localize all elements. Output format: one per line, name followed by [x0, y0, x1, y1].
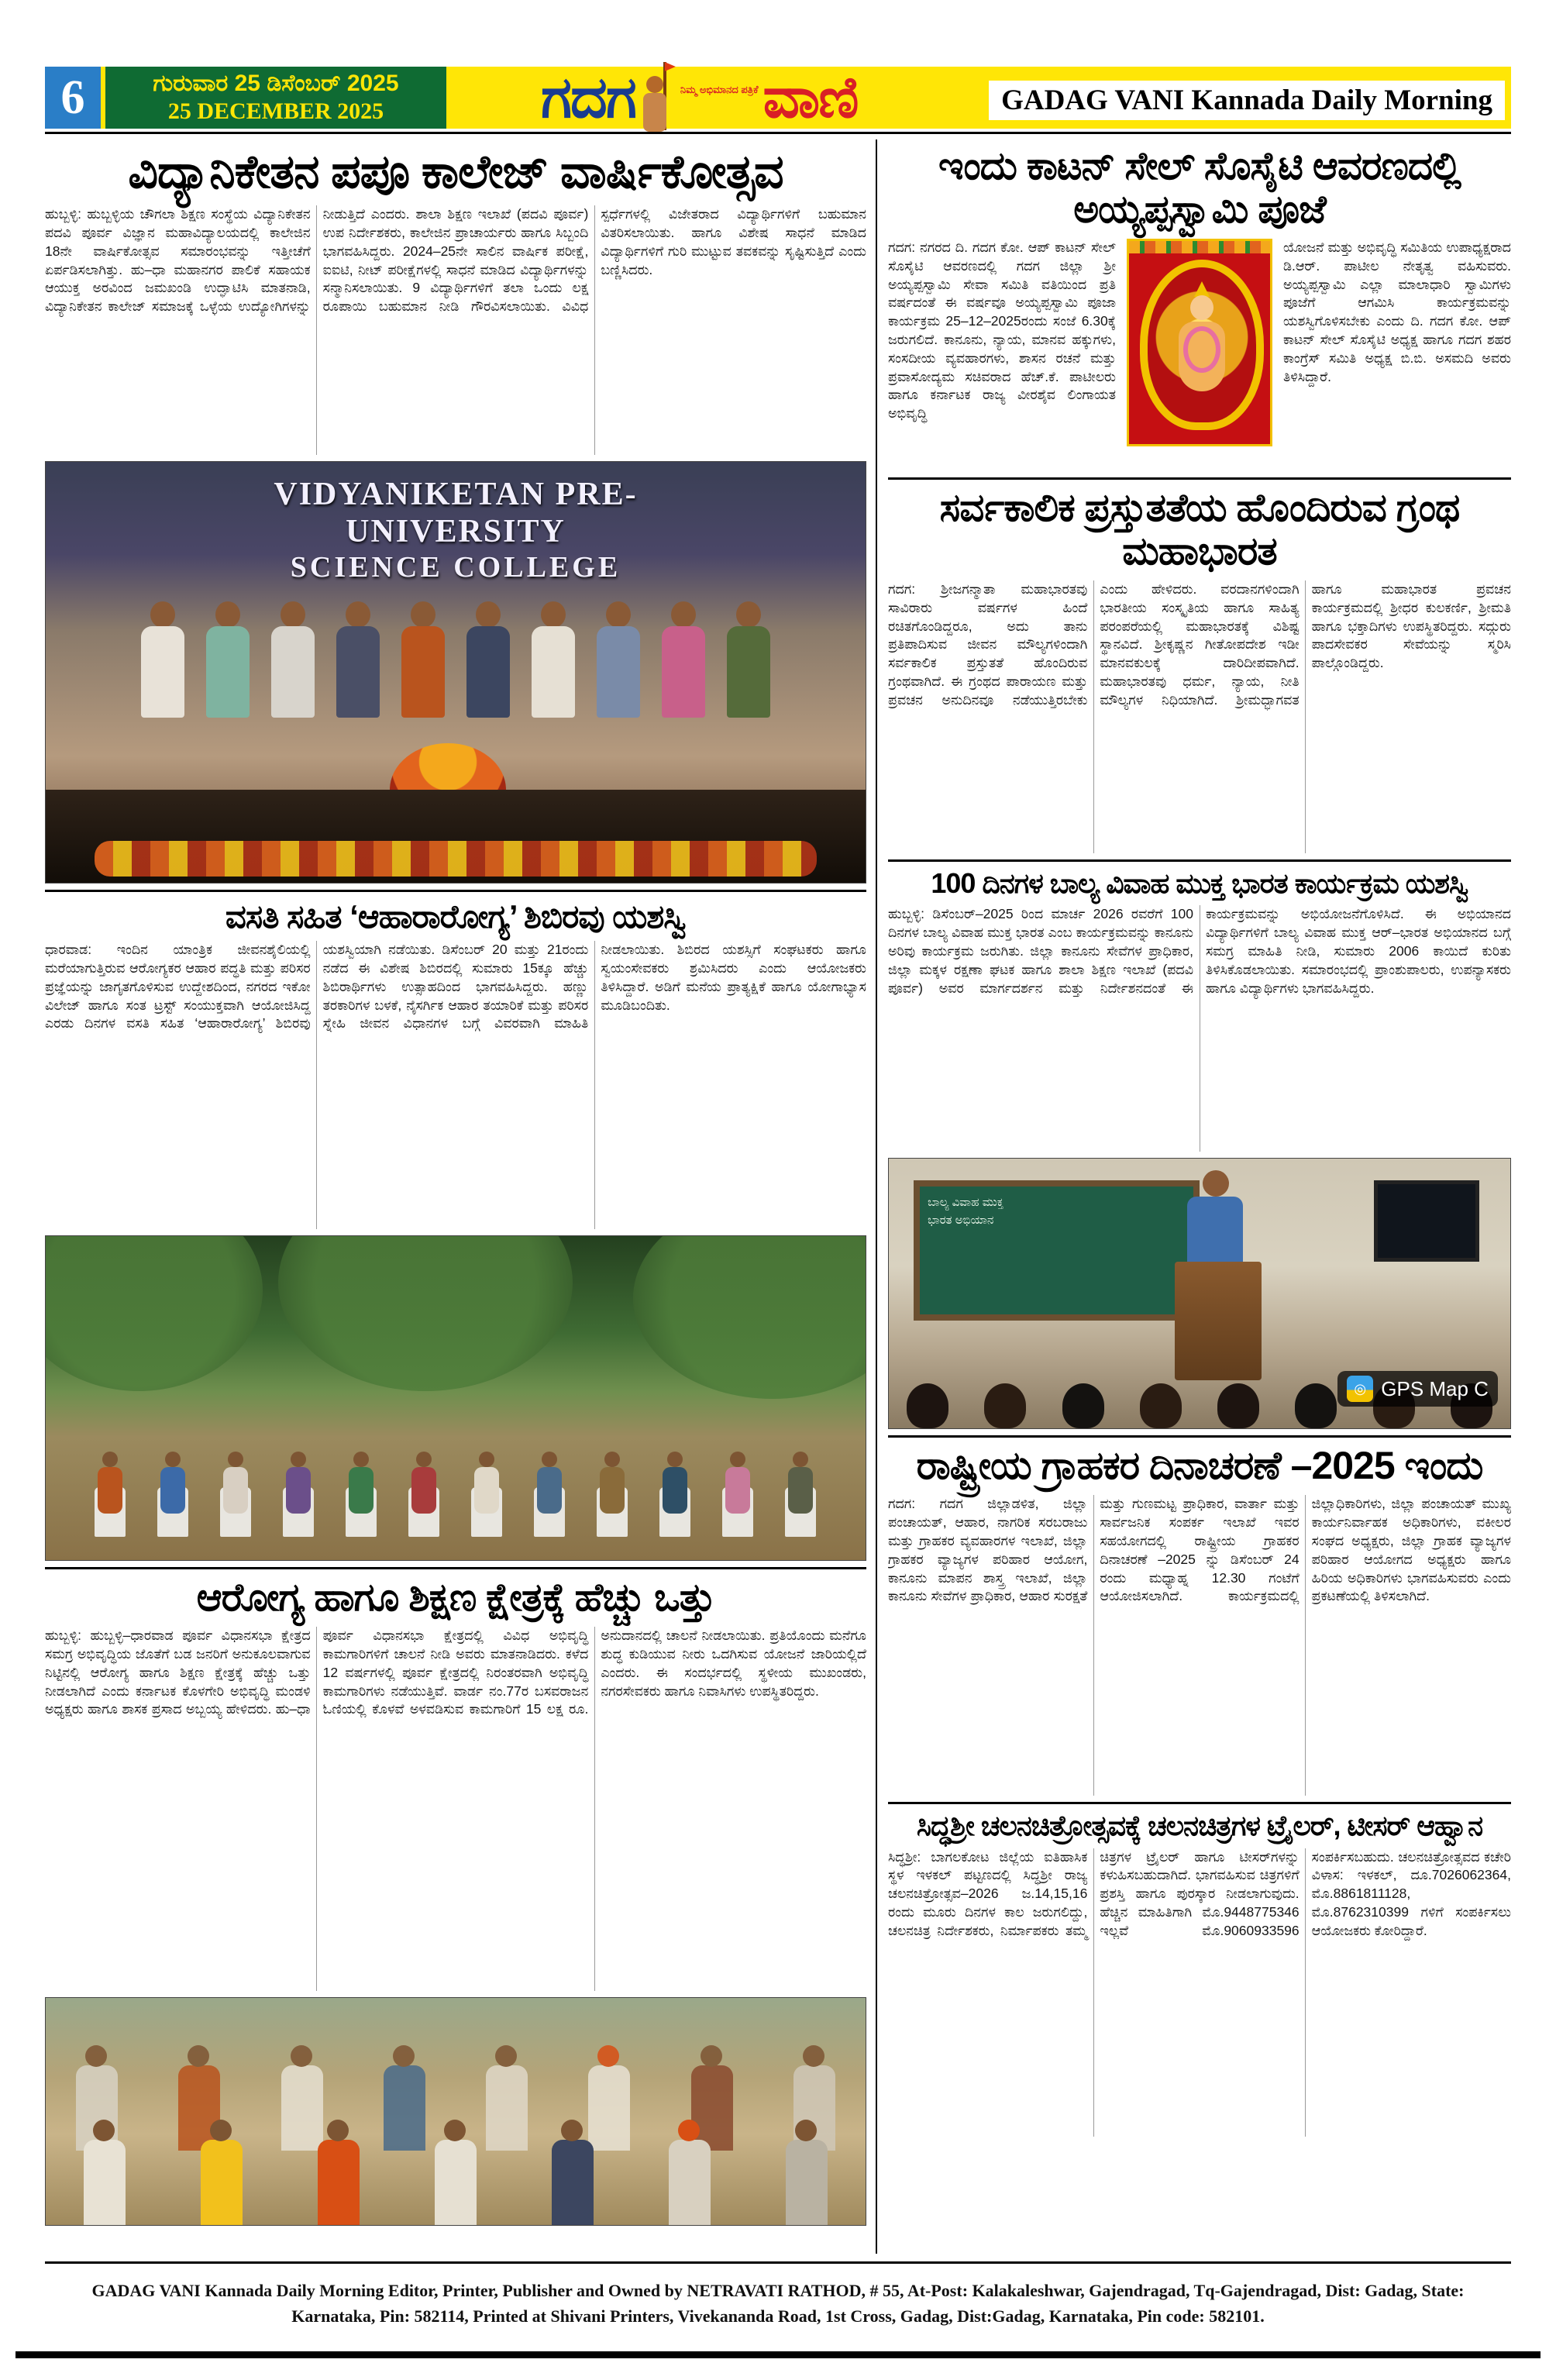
gps-camera-icon: ◎ [1347, 1376, 1373, 1402]
gps-watermark-text: GPS Map C [1381, 1376, 1489, 1400]
article-aahara-arogya [45, 898, 866, 1561]
masthead-word-vani: ವಾಣಿ [763, 64, 858, 129]
section-divider [888, 859, 1511, 862]
article-body: ಧಾರವಾಡ: ಇಂದಿನ ಯಾಂತ್ರಿಕ ಜೀವನಶೈಲಿಯಲ್ಲಿ ಮರೆಯಾಗುತ್ತಿರುವ ಆರೋಗ್ಯಕರ ಆಹಾರ ಪದ್ಧತಿ ಮತ್ತು ಪರಿಸರ ಪ್ರಜ್ಞೆಯನ್ನು ಜಾಗೃತಗೊಳಿಸುವ ಉದ್ದೇಶದಿಂದ, ನಗರದ ಇಕೋ ವಿಲೇಜ್ ಹಾಗೂ ಸಂತ ಟ್ರಸ್ಟ್ ಸಂಯುಕ್ತವಾಗಿ ಆಯೋಜಿಸಿದ್ದ ಎರಡು ದಿನಗಳ ವಸತಿ ಸಹಿತ ‘ಆಹಾರಾರೋಗ್ಯ’ ಶಿಬಿರವು ಯಶಸ್ವಿಯಾಗಿ ನಡೆಯಿತು. ಡಿಸೆಂಬರ್ 20 ಮತ್ತು 21ರಂದು ನಡೆದ ಈ ವಿಶೇಷ ಶಿಬಿರದಲ್ಲಿ ಸುಮಾರು 15ಕ್ಕೂ ಹೆಚ್ಚು ಶಿಬಿರಾರ್ಥಿಗಳು ಉತ್ಸಾಹದಿಂದ ಭಾಗವಹಿಸಿದ್ದರು. ಹಣ್ಣು ತರಕಾರಿಗಳ ಬಳಕೆ, ನೈಸರ್ಗಿಕ ಆಹಾರ ತಯಾರಿಕೆ ಮತ್ತು ಪರಿಸರ ಸ್ನೇಹಿ ಜೀವನ ವಿಧಾನಗಳ ಬಗ್ಗೆ ವಿವರವಾಗಿ ಮಾಹಿತಿ ನೀಡಲಾಯಿತು. ಶಿಬಿರದ ಯಶಸ್ಸಿಗೆ ಸಂಘಟಕರು ಹಾಗೂ ಸ್ವಯಂಸೇವಕರು ಶ್ರಮಿಸಿದರು ಎಂದು ಆಯೋಜಕರು ತಿಳಿಸಿದ್ದಾರೆ. ಅಡಿಗೆ ಮನೆಯ ಪ್ರಾತ್ಯಕ್ಷಿಕೆ ಹಾಗೂ ಯೋಗಾಭ್ಯಾಸ ಮೂಡಿಬಂದಿತು. [45, 942, 866, 1032]
photo-banner-text [177, 476, 734, 584]
article-body: ಗದಗ: ಶ್ರೀಜಗನ್ಮಾತಾ ಮಹಾಭಾರತವು ಸಾವಿರಾರು ವರ್ಷಗಳ ಹಿಂದೆ ರಚಿತಗೊಂಡಿದ್ದರೂ, ಅದು ತಾನು ಪ್ರತಿಪಾದಿಸುವ ಜೀವನ ಮೌಲ್ಯಗಳಿಂದಾಗಿ ಸರ್ವಕಾಲಿಕ ಪ್ರಸ್ತುತತೆ ಹೊಂದಿರುವ ಗ್ರಂಥವಾಗಿದೆ. ಈ ಗ್ರಂಥದ ಪಾರಾಯಣ ಮತ್ತು ಪ್ರವಚನ ಅನುದಿನವೂ ನಡೆಯುತ್ತಿರಬೇಕು ಎಂದು ಹೇಳಿದರು. ವರದಾನಗಳಿಂದಾಗಿ ಭಾರತೀಯ ಸಂಸ್ಕೃತಿಯ ಹಾಗೂ ಸಾಹಿತ್ಯ ಪರಂಪರೆಯಲ್ಲಿ ಮಹಾಭಾರತಕ್ಕೆ ವಿಶಿಷ್ಟ ಸ್ಥಾನವಿದೆ. ಶ್ರೀಕೃಷ್ಣನ ಗೀತೋಪದೇಶ ಇಡೀ ಮಾನವಕುಲಕ್ಕೆ ದಾರಿದೀಪವಾಗಿದೆ. ಮಹಾಭಾರತವು ಧರ್ಮ, ನ್ಯಾಯ, ನೀತಿ ಮೌಲ್ಯಗಳ ನಿಧಿಯಾಗಿದೆ. ಶ್ರೀಮದ್ಭಾಗವತ ಹಾಗೂ ಮಹಾಭಾರತ ಪ್ರವಚನ ಕಾರ್ಯಕ್ರಮದಲ್ಲಿ ಶ್ರೀಧರ ಕುಲಕರ್ಣಿ, ಶ್ರೀಮತಿ ಹಾಗೂ ಭಕ್ತಾದಿಗಳು ಉಪಸ್ಥಿತರಿದ್ದರು. ಸದ್ಗುರು ಪಾದಸೇವಕರ ಸೇವೆಯನ್ನು ಸ್ಮರಿಸಿ ಪಾಲ್ಗೊಂಡಿದ್ದರು. [888, 581, 1511, 708]
date-kannada: ಗುರುವಾರ 25 ಡಿಸೆಂಬರ್ 2025 [153, 71, 399, 96]
chalkboard [914, 1180, 1200, 1321]
article-balya-vivaha [888, 868, 1511, 1429]
groundbreaking-crowd-photo [45, 1997, 866, 2226]
article-body: ಹುಬ್ಬಳ್ಳಿ: ಹುಬ್ಬಳ್ಳಿ–ಧಾರವಾಡ ಪೂರ್ವ ವಿಧಾನಸಭಾ ಕ್ಷೇತ್ರದ ಸಮಗ್ರ ಅಭಿವೃದ್ಧಿಯ ಜೊತೆಗೆ ಬಡ ಜನರಿಗೆ ಅನುಕೂಲವಾಗುವ ನಿಟ್ಟಿನಲ್ಲಿ ಆರೋಗ್ಯ ಹಾಗೂ ಶಿಕ್ಷಣ ಕ್ಷೇತ್ರಕ್ಕೆ ಹೆಚ್ಚು ಒತ್ತು ನೀಡಲಾಗಿದೆ ಎಂದು ಕರ್ನಾಟಕ ಕೊಳಗೇರಿ ಅಭಿವೃದ್ಧಿ ಮಂಡಳಿ ಅಧ್ಯಕ್ಷರು ಹಾಗೂ ಶಾಸಕ ಪ್ರಸಾದ ಅಬ್ಬಯ್ಯ ಹೇಳಿದರು. ಹು–ಧಾ ಪೂರ್ವ ವಿಧಾನಸಭಾ ಕ್ಷೇತ್ರದಲ್ಲಿ ವಿವಿಧ ಅಭಿವೃದ್ಧಿ ಕಾಮಗಾರಿಗಳಿಗೆ ಚಾಲನೆ ನೀಡಿ ಅವರು ಮಾತನಾಡಿದರು. ಕಳೆದ 12 ವರ್ಷಗಳಲ್ಲಿ ಪೂರ್ವ ಕ್ಷೇತ್ರದಲ್ಲಿ ನಿರಂತರವಾಗಿ ಅಭಿವೃದ್ಧಿ ಕಾಮಗಾರಿಗಳು ನಡೆಯುತ್ತಿವೆ. ವಾರ್ಡ ನಂ.77ರ ಬಸವರಾಜನ ಓಣಿಯಲ್ಲಿ ಕೊಳವೆ ಅಳವಡಿಸುವ ಕಾಮಗಾರಿಗೆ 15 ಲಕ್ಷ ರೂ. ಅನುದಾನದಲ್ಲಿ ಚಾಲನೆ ನೀಡಲಾಯಿತು. ಪ್ರತಿಯೊಂದು ಮನೆಗೂ ಶುದ್ಧ ಕುಡಿಯುವ ನೀರು ಒದಗಿಸುವ ಯೋಜನೆ ಜಾರಿಯಲ್ಲಿದೆ ಎಂದರು. ಈ ಸಂದರ್ಭದಲ್ಲಿ ಸ್ಥಳೀಯ ಮುಖಂಡರು, ನಗರಸೇವಕರು ಹಾಗೂ ನಿವಾಸಿಗಳು ಉಪಸ್ಥಿತರಿದ್ದರು. [45, 1627, 866, 1717]
article-arogya-shikshana [45, 1576, 866, 2226]
date-english: 25 DECEMBER 2025 [167, 98, 384, 124]
article-body: ಹುಬ್ಬಳ್ಳಿ: ಡಿಸೆಂಬರ್–2025 ರಿಂದ ಮಾರ್ಚ 2026 ರವರೆಗೆ 100 ದಿನಗಳ ಬಾಲ್ಯ ವಿವಾಹ ಮುಕ್ತ ಭಾರತ ಎಂಬ ಕಾರ್ಯಕ್ರಮವನ್ನು ಕಾನೂನು ಅರಿವು ಕಾರ್ಯಕ್ರಮ ಜರುಗಿತು. ಜಿಲ್ಲಾ ಕಾನೂನು ಸೇವೆಗಳ ಪ್ರಾಧಿಕಾರ, ಜಿಲ್ಲಾ ಮಕ್ಕಳ ರಕ್ಷಣಾ ಘಟಕ ಹಾಗೂ ಶಾಲಾ ಶಿಕ್ಷಣ ಇಲಾಖೆ (ಪದವಿ ಪೂರ್ವ) ಅವರ ಮಾರ್ಗದರ್ಶನ ಮತ್ತು ನಿರ್ದೇಶನದಂತೆ ಈ ಕಾರ್ಯಕ್ರಮವನ್ನು ಅಭಿಯೋಜನೆಗೊಳಿಸಿದೆ. ಈ ಅಭಿಯಾನದ ವಿದ್ಯಾರ್ಥಿಗಳಿಗೆ ಬಾಲ್ಯ ವಿವಾಹ ಮುಕ್ತ ಆರ್–ಭಾರತ ಅಭಿಯಾನದ ಬಗ್ಗೆ ಸಮಗ್ರ ಮಾಹಿತಿ ನೀಡಿ, ಸುಮಾರು 2006 ಕಾಯಿದೆ ಕುರಿತು ತಿಳಿಸಿಕೊಡಲಾಯಿತು. ಸಮಾರಂಭದಲ್ಲಿ ಪ್ರಾಂಶುಪಾಲರು, ಉಪನ್ಯಾಸಕರು ಹಾಗೂ ವಿದ್ಯಾರ್ಥಿಗಳು ಭಾಗವಹಿಸಿದ್ದರು. [888, 906, 1511, 996]
article-body-right: ಯೋಜನೆ ಮತ್ತು ಅಭಿವೃದ್ಧಿ ಸಮಿತಿಯ ಉಪಾಧ್ಯಕ್ಷರಾದ ಡಿ.ಆರ್. ಪಾಟೀಲ ನೇತೃತ್ವ ವಹಿಸುವರು. ಅಯ್ಯಪ್ಪಸ್ವಾಮಿ ಎಲ್ಲಾ ಮಾಲಾಧಾರಿ ಸ್ವಾಮಿಗಳು ಪೂಜೆಗೆ ಆಗಮಿಸಿ ಕಾರ್ಯಕ್ರಮವನ್ನು ಯಶಸ್ವಿಗೊಳಿಸಬೇಕು ಎಂದು ದಿ. ಗದಗ ಕೋ. ಆಪ್ ಕಾಟನ್ ಸೇಲ್ ಸೊಸೈಟಿ ಅಧ್ಯಕ್ಷ ಹಾಗೂ ಗದಗ ಶಹರ ಕಾಂಗ್ರೆಸ್ ಸಮಿತಿ ಅಧ್ಯಕ್ಷ ಬಿ.ಬಿ. ಅಸಮದಿ ಅವರು ತಿಳಿಸಿದ್ದಾರೆ. [1283, 239, 1511, 384]
masthead-band [45, 64, 1511, 129]
article-headline: ಆರೋಗ್ಯ ಹಾಗೂ ಶಿಕ್ಷಣ ಕ್ಷೇತ್ರಕ್ಕೆ ಹೆಚ್ಚು ಒತ್ತು [196, 1576, 715, 1620]
section-divider [45, 890, 866, 892]
dignitaries-row [46, 601, 866, 718]
article-mahabharata [888, 486, 1511, 853]
stage-group-photo [45, 461, 866, 883]
ayyappa-deity-image [1127, 239, 1272, 446]
imprint-line1: GADAG VANI Kannada Daily Morning Editor, Printer, Publisher and Owned by NETRAVATI RATHOD, # 55, At-Post: Kalakaleshwar, Gajendragad, Tq-Gajendragad, Dist: Gadag, State: [91, 2281, 1465, 2300]
article-headline: ಸಿದ್ಧಶ್ರೀ ಚಲನಚಿತ್ರೋತ್ಸವಕ್ಕೆ ಚಲನಚಿತ್ರಗಳ ಟ್ರೈಲರ್, ಟೀಸರ್ ಆಹ್ವಾನ [916, 1810, 1483, 1842]
section-divider [888, 1802, 1511, 1804]
gps-map-watermark [1337, 1371, 1498, 1407]
chalkboard-line2: ಭಾರತ ಅಭಿಯಾನ [928, 1213, 994, 1227]
masthead-word-gadag: ಗದಗ [541, 64, 635, 129]
chalkboard-line1: ಬಾಲ್ಯ ವಿವಾಹ ಮುಕ್ತ [928, 1196, 1003, 1210]
wall-screen [1374, 1180, 1479, 1261]
footer-rule-bottom [15, 2351, 1541, 2358]
article-headline: ಇಂದು ಕಾಟನ್ ಸೇಲ್ ಸೊಸೈಟಿ ಆವರಣದಲ್ಲಿ ಅಯ್ಯಪ್ಪಸ್ವಾಮಿ ಪೂಜೆ [938, 144, 1461, 231]
article-headline: 100 ದಿನಗಳ ಬಾಲ್ಯ ವಿವಾಹ ಮುಕ್ತ ಭಾರತ ಕಾರ್ಯಕ್ರಮ ಯಶಸ್ವಿ [931, 867, 1468, 899]
classroom-awareness-photo [888, 1158, 1511, 1429]
article-body: ಹುಬ್ಬಳ್ಳಿ: ಹುಬ್ಬಳ್ಳಿಯ ಚೌಗಲಾ ಶಿಕ್ಷಣ ಸಂಸ್ಥೆಯ ವಿದ್ಯಾನಿಕೇತನ ಪದವಿ ಪೂರ್ವ ವಿಜ್ಞಾನ ಮಹಾವಿದ್ಯಾಲಯದಲ್ಲಿ ಕಾಲೇಜಿನ 18ನೇ ವಾರ್ಷಿಕೋತ್ಸವ ಸಮಾರಂಭವನ್ನು ಇತ್ತೀಚೆಗೆ ಏರ್ಪಡಿಸಲಾಗಿತ್ತು. ಹು–ಧಾ ಮಹಾನಗರ ಪಾಲಿಕೆ ಸಹಾಯಕ ಆಯುಕ್ತ ಅರವಿಂದ ಜಮಖಂಡಿ ಉದ್ಘಾಟಿಸಿ ಮಾತನಾಡಿ, ವಿದ್ಯಾನಿಕೇತನ ಕಾಲೇಜ್ ಸಮಾಜಕ್ಕೆ ಒಳ್ಳೆಯ ಉದ್ಯೋಗಿಗಳನ್ನು ನೀಡುತ್ತಿದೆ ಎಂದರು. ಶಾಲಾ ಶಿಕ್ಷಣ ಇಲಾಖೆ (ಪದವಿ ಪೂರ್ವ) ಉಪ ನಿರ್ದೇಶಕರು, ಕಾಲೇಜಿನ ಪ್ರಾಚಾರ್ಯರು ಹಾಗೂ ಸಿಬ್ಬಂದಿ ಭಾಗವಹಿಸಿದ್ದರು. 2024–25ನೇ ಸಾಲಿನ ವಾರ್ಷಿಕ ಪರೀಕ್ಷೆ, ಐಐಟಿ, ನೀಟ್ ಪರೀಕ್ಷೆಗಳಲ್ಲಿ ಸಾಧನೆ ಮಾಡಿದ ವಿದ್ಯಾರ್ಥಿಗಳನ್ನು ಸನ್ಮಾನಿಸಲಾಯಿತು. 9 ವಿದ್ಯಾರ್ಥಿಗಳಿಗೆ ತಲಾ ಒಂದು ಲಕ್ಷ ರೂಪಾಯಿ ಬಹುಮಾನ ನೀಡಿ ಗೌರವಿಸಲಾಯಿತು. ವಿವಿಧ ಸ್ಪರ್ಧೆಗಳಲ್ಲಿ ವಿಜೇತರಾದ ವಿದ್ಯಾರ್ಥಿಗಳಿಗೆ ಬಹುಮಾನ ವಿತರಿಸಲಾಯಿತು. ಹಾಗೂ ವಿಶೇಷ ಸಾಧನೆ ಮಾಡಿದ ವಿದ್ಯಾರ್ಥಿಗಳಿಗೆ ಗುರಿ ಮುಟ್ಟುವ ತವಕವನ್ನು ಸೃಷ್ಟಿಸುತ್ತಿದೆ ಎಂದು ಬಣ್ಣಿಸಿದರು. [45, 206, 866, 315]
masthead-tagline: ನಿಮ್ಮ ಅಭಿಮಾನದ ಪತ್ರಿಕೆ [680, 84, 759, 95]
page-number: 6 [45, 67, 101, 129]
section-divider [888, 1435, 1511, 1438]
header-rule [45, 132, 1511, 134]
imprint-footer [45, 2278, 1511, 2329]
article-grahakara-dinacharane [888, 1444, 1511, 1796]
article-body: ಸಿದ್ಧಶ್ರೀ: ಬಾಗಲಕೋಟ ಜಿಲ್ಲೆಯ ಐತಿಹಾಸಿಕ ಸ್ಥಳ ಇಳಕಲ್ ಪಟ್ಟಣದಲ್ಲಿ ಸಿದ್ಧಶ್ರೀ ರಾಜ್ಯ ಚಲನಚಿತ್ರೋತ್ಸವ–2026 ಜ.14,15,16 ರಂದು ಮೂರು ದಿನಗಳ ಕಾಲ ಜರುಗಲಿದ್ದು, ಚಲನಚಿತ್ರ ನಿರ್ದೇಶಕರು, ನಿರ್ಮಾಪಕರು ತಮ್ಮ ಚಿತ್ರಗಳ ಟ್ರೈಲರ್ ಹಾಗೂ ಟೀಸರ್‌ಗಳನ್ನು ಕಳುಹಿಸಬಹುದಾಗಿದೆ. ಭಾಗವಹಿಸುವ ಚಿತ್ರಗಳಿಗೆ ಪ್ರಶಸ್ತಿ ಹಾಗೂ ಪುರಸ್ಕಾರ ನೀಡಲಾಗುವುದು. ಹೆಚ್ಚಿನ ಮಾಹಿತಿಗಾಗಿ ಮೊ.9448775346 ಇಲ್ಲವೆ ಮೊ.9060933596 ಸಂಪರ್ಕಿಸಬಹುದು. ಚಲನಚಿತ್ರೋತ್ಸವದ ಕಚೇರಿ ವಿಳಾಸ: ಇಳಕಲ್, ದೂ.7026062364, ಮೊ.8861811128, ಮೊ.8762310399 ಗಳಿಗೆ ಸಂಪರ್ಕಿಸಲು ಆಯೋಜಕರು ಕೋರಿದ್ದಾರೆ. [888, 1848, 1511, 1938]
outdoor-camp-photo [45, 1235, 866, 1561]
article-body-left: ಗದಗ: ನಗರದ ದಿ. ಗದಗ ಕೋ. ಆಪ್ ಕಾಟನ್ ಸೇಲ್ ಸೊಸೈಟಿ ಆವರಣದಲ್ಲಿ ಗದಗ ಜಿಲ್ಲಾ ಶ್ರೀ ಅಯ್ಯಪ್ಪಸ್ವಾಮಿ ಸೇವಾ ಸಮಿತಿ ವತಿಯಿಂದ ಪ್ರತಿ ವರ್ಷದಂತೆ ಈ ವರ್ಷವೂ ಅಯ್ಯಪ್ಪಸ್ವಾಮಿ ಪೂಜಾ ಕಾರ್ಯಕ್ರಮ 25–12–2025ರಂದು ಸಂಜೆ 6.30ಕ್ಕೆ ಜರುಗಲಿದೆ. ಕಾನೂನು, ನ್ಯಾಯ, ಮಾನವ ಹಕ್ಕುಗಳು, ಸಂಸದೀಯ ವ್ಯವಹಾರಗಳು, ಶಾಸನ ರಚನೆ ಮತ್ತು ಪ್ರವಾಸೋದ್ಯಮ ಸಚಿವರಾದ ಹೆಚ್.ಕೆ. ಪಾಟೀಲರು ಹಾಗೂ ಕರ್ನಾಟಕ ರಾಜ್ಯ ವೀರಶೈವ ಲಿಂಗಾಯತ ಅಭಿವೃದ್ಧಿ [888, 239, 1116, 422]
footer-rule-top [45, 2261, 1511, 2264]
masthead-english-box [989, 81, 1505, 120]
article-vidyaniketan [45, 146, 866, 883]
seated-participants [95, 1390, 816, 1537]
article-ayyappa-pooja [888, 144, 1511, 471]
article-headline: ವಸತಿ ಸಹಿತ ‘ಆಹಾರಾರೋಗ್ಯ’ ಶಿಬಿರವು ಯಶಸ್ವಿ [225, 898, 687, 935]
banner-line2: SCIENCE COLLEGE [290, 551, 621, 584]
masthead-english: GADAG VANI Kannada Daily Morning [1001, 84, 1492, 116]
right-column [876, 139, 1511, 2254]
date-box [105, 67, 446, 129]
flower-garland-row [95, 841, 816, 877]
section-divider [45, 1567, 866, 1569]
article-siddashree-film-festival [888, 1810, 1511, 2136]
section-divider [888, 477, 1511, 480]
article-headline: ವಿದ್ಯಾನಿಕೇತನ ಪಪೂ ಕಾಲೇಜ್ ವಾರ್ಷಿಕೋತ್ಸವ [128, 146, 783, 198]
imprint-line2: Karnataka, Pin: 582114, Printed at Shivani Printers, Vivekananda Road, 1st Cross, Gadag, Dist:Gadag, Karnataka, Pin code: 582101. [291, 2306, 1265, 2326]
flag-bearer-icon [640, 62, 676, 133]
article-body: ಗದಗ: ಗದಗ ಜಿಲ್ಲಾಡಳಿತ, ಜಿಲ್ಲಾ ಪಂಚಾಯತ್, ಆಹಾರ, ನಾಗರಿಕ ಸರಬರಾಜು ಮತ್ತು ಗ್ರಾಹಕರ ವ್ಯವಹಾರಗಳ ಇಲಾಖೆ, ಜಿಲ್ಲಾ ಗ್ರಾಹಕರ ವ್ಯಾಜ್ಯಗಳ ಪರಿಹಾರ ಆಯೋಗ, ಕಾನೂನು ಮಾಪನ ಶಾಸ್ತ್ರ ಇಲಾಖೆ, ಜಿಲ್ಲಾ ಕಾನೂನು ಸೇವೆಗಳ ಪ್ರಾಧಿಕಾರ, ಆಹಾರ ಸುರಕ್ಷತೆ ಮತ್ತು ಗುಣಮಟ್ಟ ಪ್ರಾಧಿಕಾರ, ವಾರ್ತಾ ಮತ್ತು ಸಾರ್ವಜನಿಕ ಸಂಪರ್ಕ ಇಲಾಖೆ ಇವರ ಸಹಯೋಗದಲ್ಲಿ ರಾಷ್ಟ್ರೀಯ ಗ್ರಾಹಕರ ದಿನಾಚರಣೆ –2025 ನ್ನು ಡಿಸೆಂಬರ್ 24 ರಂದು ಮಧ್ಯಾಹ್ನ 12.30 ಗಂಟೆಗೆ ಆಯೋಜಿಸಲಾಗಿದೆ. ಕಾರ್ಯಕ್ರಮದಲ್ಲಿ ಜಿಲ್ಲಾಧಿಕಾರಿಗಳು, ಜಿಲ್ಲಾ ಪಂಚಾಯತ್ ಮುಖ್ಯ ಕಾರ್ಯನಿರ್ವಾಹಕ ಅಧಿಕಾರಿಗಳು, ವಕೀಲರ ಸಂಘದ ಅಧ್ಯಕ್ಷರು, ಜಿಲ್ಲಾ ಗ್ರಾಹಕ ವ್ಯಾಜ್ಯಗಳ ಪರಿಹಾರ ಆಯೋಗದ ಅಧ್ಯಕ್ಷರು ಹಾಗೂ ಹಿರಿಯ ಅಧಿಕಾರಿಗಳು ಭಾಗವಹಿಸುವರು ಎಂದು ಪ್ರಕಟಣೆಯಲ್ಲಿ ತಿಳಿಸಲಾಗಿದೆ. [888, 1496, 1511, 1604]
left-column [45, 139, 876, 2254]
article-headline: ಸರ್ವಕಾಲಿಕ ಪ್ರಸ್ತುತತೆಯ ಹೊಂದಿರುವ ಗ್ರಂಥ ಮಹಾಭಾರತ [939, 486, 1460, 573]
banner-line1: VIDYANIKETAN PRE-UNIVERSITY [274, 477, 638, 550]
article-headline: ರಾಷ್ಟ್ರೀಯ ಗ್ರಾಹಕರ ದಿನಾಚರಣೆ –2025 ಇಂದು [916, 1444, 1483, 1488]
page-content [45, 139, 1511, 2254]
masthead-logo [541, 57, 858, 138]
crowd-front-row [46, 2140, 866, 2225]
